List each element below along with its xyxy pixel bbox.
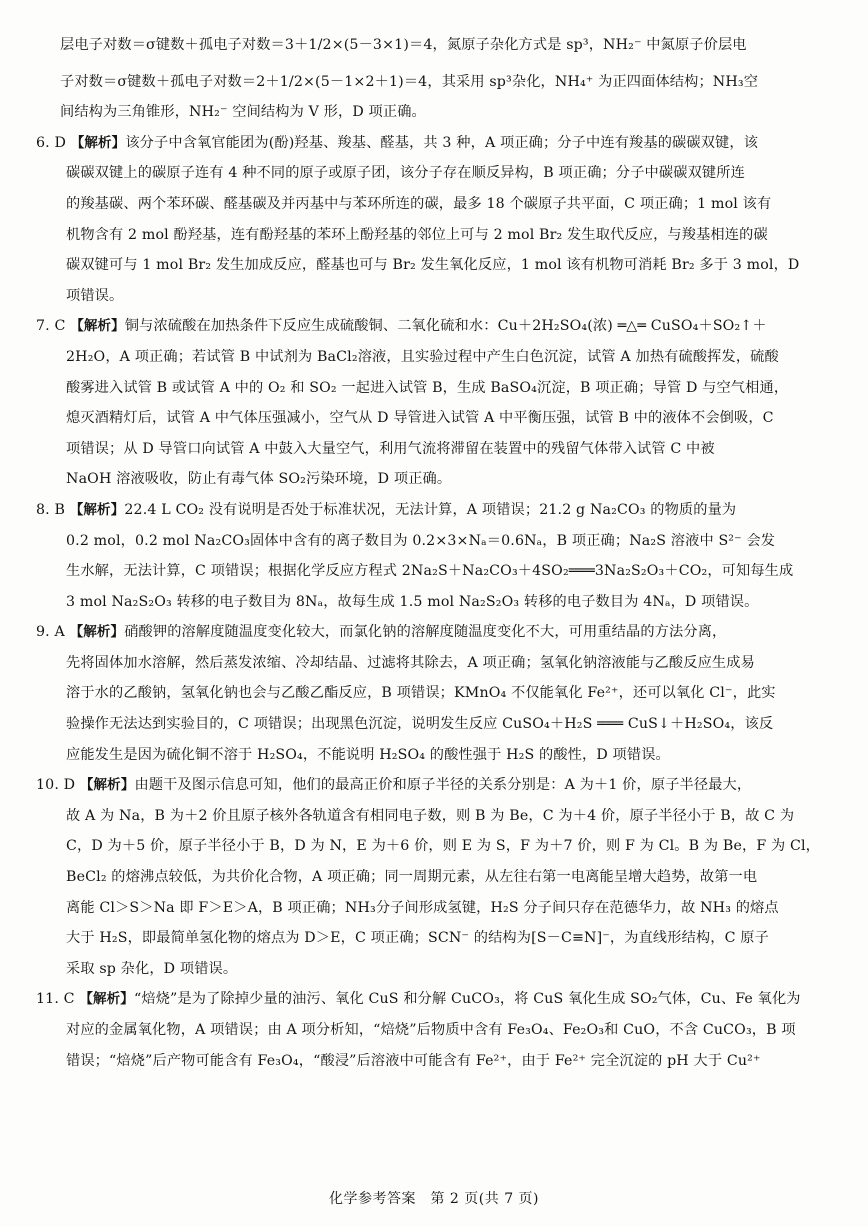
answer-text: “焙烧”是为了除掉少量的油污、氧化 CuS 和分解 CuCO₃，将 CuS 氧化生成 SO₂气体，Cu、Fe 氧化为: [133, 991, 801, 1008]
text-line: 0.2 mol，0.2 mol Na₂CO₃固体中含有的离子数目为 0.2×3×Nₐ＝0.6Nₐ，B 项正确；Na₂S 溶液中 S²⁻ 会发: [66, 532, 776, 549]
answer-first-line: [24, 495, 844, 526]
answer-text: 由题干及图示信息可知，他们的最高正价和原子半径的关系分别是：A 为＋1 价，原子半径最大，: [134, 777, 752, 794]
text-line: 酸雾进入试管 B 或试管 A 中的 O₂ 和 SO₂ 一起进入试管 B，生成 BaSO₄沉淀，B 项正确；导管 D 与空气相通，: [66, 379, 789, 396]
answer-first-line: [24, 311, 844, 342]
text-line: 故 A 为 Na，B 为＋2 价且原子核外各轨道含有相同电子数，则 B 为 Be，C 为＋4 价，原子半径小于 B，故 C 为: [66, 807, 795, 824]
text-line: 3 mol Na₂S₂O₃ 转移的电子数目为 8Nₐ，故每生成 1.5 mol Na₂S₂O₃ 转移的电子数目为 4Nₐ，D 项错误。: [66, 593, 759, 610]
answer-q7: [24, 311, 844, 495]
answer-q6: [24, 128, 844, 312]
question-number: 10. D: [36, 777, 76, 794]
answer-q11: [24, 984, 844, 1076]
text-line: 项错误。: [66, 287, 124, 304]
text-line: BeCl₂ 的熔沸点较低，为共价化合物，A 项正确；同一周期元素，从左往右第一电离能呈增大趋势，故第一电: [66, 869, 758, 886]
text-line: 错误；“焙烧”后产物可能含有 Fe₃O₄，“酸浸”后溶液中可能含有 Fe²⁺，由于 Fe²⁺ 完全沉淀的 pH 大于 Cu²⁺: [66, 1052, 761, 1069]
text-line: 子对数＝σ键数＋孤电子对数＝2＋1/2×(5－1×2＋1)＝4，其采用 sp³杂化，NH₄⁺ 为正四面体结构；NH₃空: [60, 73, 759, 90]
text-line: 熄灭酒精灯后，试管 A 中气体压强减小，空气从 D 导管进入试管 A 中平衡压强，试管 B 中的液体不会倒吸，C: [66, 410, 774, 427]
analysis-tag: 【解析】: [79, 777, 135, 794]
answer-first-line: [24, 984, 844, 1015]
text-line: 2H₂O，A 项正确；若试管 B 中试剂为 BaCl₂溶液，且实验过程中产生白色沉淀，试管 A 加热有硫酸挥发，硫酸: [66, 348, 779, 365]
text-line: 应能发生是因为硫化铜不溶于 H₂SO₄，不能说明 H₂SO₄ 的酸性强于 H₂S 的酸性，D 项错误。: [66, 746, 670, 763]
text-line: 采取 sp 杂化，D 项错误。: [66, 960, 238, 977]
answer-q10: [24, 770, 844, 984]
page-footer: 化学参考答案 第 2 页(共 7 页): [328, 1191, 540, 1207]
text-line: 离能 Cl＞S＞Na 即 F＞E＞A，B 项正确；NH₃分子间形成氢键，H₂S 分子间只存在范德华力，故 NH₃ 的熔点: [66, 899, 779, 916]
text-line: 先将固体加水溶解，然后蒸发浓缩、冷却结晶、过滤将其除去，A 项正确；氢氧化钠溶液能与乙酸反应生成易: [66, 654, 755, 671]
answer-first-line: [24, 770, 844, 801]
question-number: 6. D: [36, 134, 67, 151]
text-line: 验操作无法达到实验目的，C 项错误；出现黑色沉淀，说明发生反应 CuSO₄＋H₂S ═══ CuS↓＋H₂SO₄，该反: [66, 716, 774, 733]
question-number: 7. C: [36, 318, 66, 335]
analysis-tag: 【解析】: [70, 134, 126, 151]
text-line: 大于 H₂S，即最简单氢化物的熔点为 D＞E，C 项正确；SCN⁻ 的结构为[S－C≡N]⁻，为直线形结构，C 原子: [66, 930, 769, 947]
text-line: NaOH 溶液吸收，防止有毒气体 SO₂污染环境，D 项正确。: [66, 471, 452, 488]
answer-first-line: [24, 128, 844, 159]
analysis-tag: 【解析】: [70, 318, 125, 335]
analysis-tag: 【解析】: [79, 991, 134, 1008]
text-line: 间结构为三角锥形，NH₂⁻ 空间结构为 V 形，D 项正确。: [60, 104, 426, 121]
answer-text: 22.4 L CO₂ 没有说明是否处于标准状况，无法计算，A 项错误；21.2 g Na₂CO₃ 的物质的量为: [124, 501, 737, 518]
answer-text: 铜与浓硫酸在加热条件下反应生成硫酸铜、二氧化硫和水：Cu＋2H₂SO₄(浓) ═△═ CuSO₄＋SO₂↑＋: [124, 318, 767, 335]
question-number: 9. A: [36, 624, 65, 641]
text-line: 层电子对数＝σ键数＋孤电子对数＝3＋1/2×(5－3×1)＝4，氮原子杂化方式是 sp³，NH₂⁻ 中氮原子价层电: [60, 37, 747, 53]
text-line: 溶于水的乙酸钠，氢氧化钠也会与乙酸乙酯反应，B 项错误；KMnO₄ 不仅能氧化 Fe²⁺，还可以氧化 Cl⁻，此实: [66, 685, 776, 702]
analysis-tag: 【解析】: [69, 501, 125, 518]
answer-first-line: [24, 617, 844, 648]
answer-q9: [24, 617, 844, 770]
q5-continuation: [24, 30, 844, 128]
text-line: C，D 为＋5 价，原子半径小于 B，D 为 N，E 为＋6 价，则 E 为 S，F 为＋7 价，则 F 为 Cl。B 为 Be，F 为 Cl，: [66, 838, 821, 855]
text-line: 的羧基碳、两个苯环碳、醛基碳及并丙基中与苯环所连的碳，最多 18 个碳原子共平面，C 项正确；1 mol 该有: [66, 195, 772, 212]
text-line: 碳碳双键上的碳原子连有 4 种不同的原子或原子团，该分子存在顺反异构，B 项正确；分子中碳碳双键所连: [66, 165, 745, 182]
answer-text: 硝酸钾的溶解度随温度变化较大，而氯化钠的溶解度随温度变化不大，可用重结晶的方法分离，: [124, 624, 727, 641]
text-line: 项错误；从 D 导管口向试管 A 中鼓入大量空气，利用气流将滞留在装置中的残留气体带入试管 C 中被: [66, 440, 715, 457]
text-line: 机物含有 2 mol 酚羟基，连有酚羟基的苯环上酚羟基的邻位上可与 2 mol Br₂ 发生取代反应，与羧基相连的碳: [66, 226, 768, 243]
text-line: 生水解，无法计算，C 项错误；根据化学反应方程式 2Na₂S＋Na₂CO₃＋4SO₂═══3Na₂S₂O₃＋CO₂，可知每生成: [66, 563, 794, 580]
analysis-tag: 【解析】: [69, 624, 125, 641]
text-line: 碳双键可与 1 mol Br₂ 发生加成反应，醛基也可与 Br₂ 发生氧化反应，1 mol 该有机物可消耗 Br₂ 多于 3 mol，D: [66, 257, 800, 274]
answer-text: 该分子中含氧官能团为(酚)羟基、羧基、醛基，共 3 种，A 项正确；分子中连有羧基的碳碳双键，该: [125, 134, 759, 151]
text-line: 对应的金属氧化物，A 项错误；由 A 项分析知，“焙烧”后物质中含有 Fe₃O₄、Fe₂O₃和 CuO，不含 CuCO₃，B 项: [66, 1022, 796, 1038]
answer-q8: [24, 495, 844, 617]
question-number: 8. B: [36, 501, 66, 518]
answer-content: [24, 30, 844, 1076]
question-number: 11. C: [36, 991, 75, 1008]
